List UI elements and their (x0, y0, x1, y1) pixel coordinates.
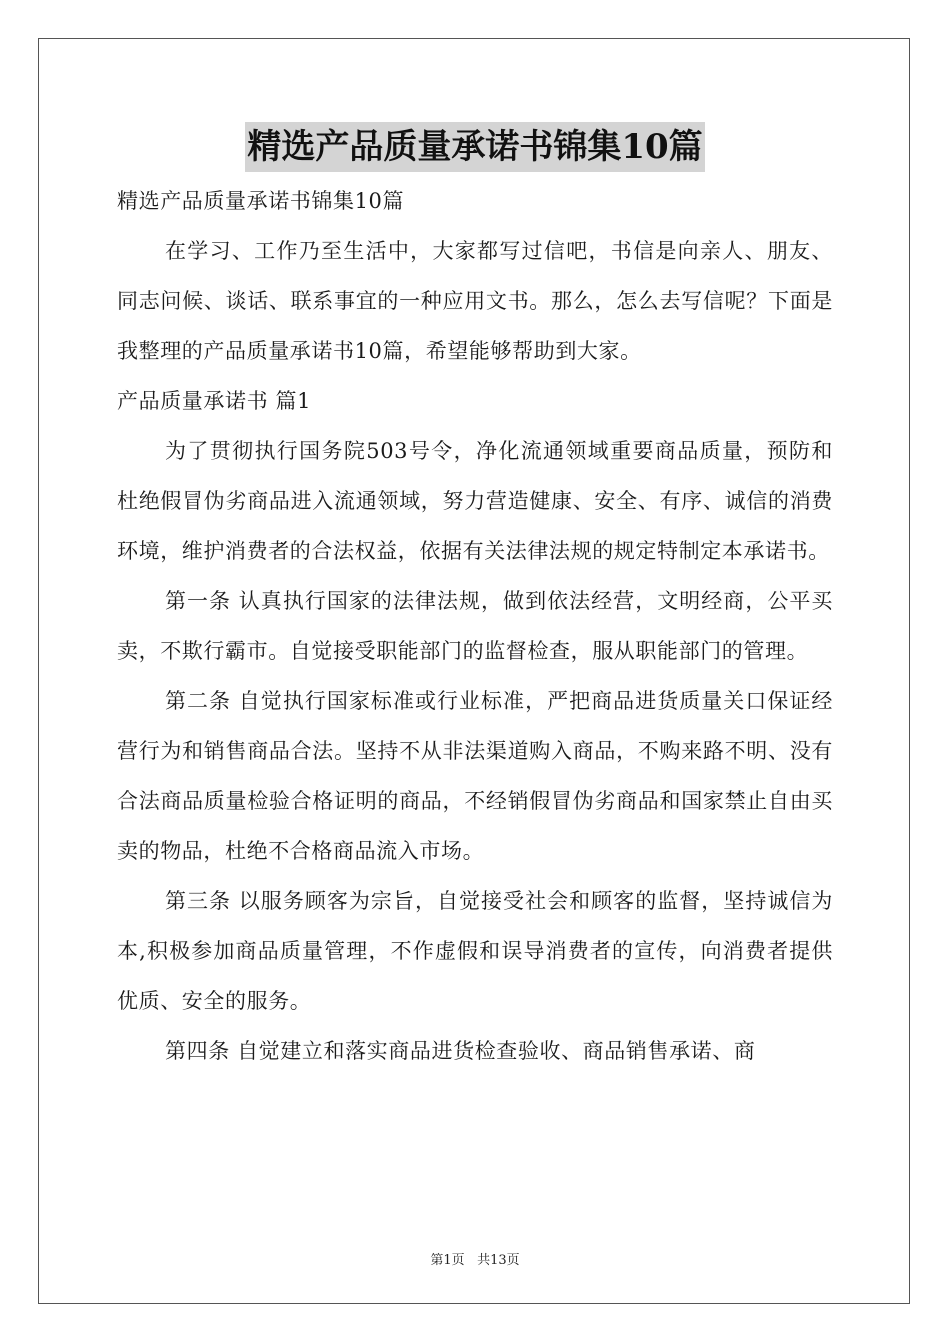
section-heading: 产品质量承诺书 篇1 (117, 389, 312, 413)
paragraph-article-2: 第二条 自觉执行国家标准或行业标准，严把商品进货质量关口保证经营行为和销售商品合法。坚持不从非法渠道购入商品，不购来路不明、没有合法商品质量检验合格证明的商品，不经销假冒伪劣商品和国家禁止自由买卖的物品，杜绝不合格商品流入市场。 (117, 689, 833, 863)
document-title: 精选产品质量承诺书锦集10篇 (245, 122, 704, 172)
document-body (117, 176, 833, 1076)
page-number: 第1页 (430, 1253, 465, 1268)
paragraph-preamble: 为了贯彻执行国务院503号令，净化流通领域重要商品质量，预防和杜绝假冒伪劣商品进入流通领域，努力营造健康、安全、有序、诚信的消费环境，维护消费者的合法权益，依据有关法律法规的规定特制定本承诺书。 (117, 439, 833, 563)
paragraph-article-1: 第一条 认真执行国家的法律法规，做到依法经营，文明经商，公平买卖，不欺行霸市。自觉接受职能部门的监督检查，服从职能部门的管理。 (117, 589, 833, 663)
title-block (0, 122, 950, 172)
paragraph-article-4: 第四条 自觉建立和落实商品进货检查验收、商品销售承诺、商 (165, 1039, 756, 1063)
intro-paragraph: 在学习、工作乃至生活中，大家都写过信吧，书信是向亲人、朋友、同志问候、谈话、联系事宜的一种应用文书。那么，怎么去写信呢？下面是我整理的产品质量承诺书10篇，希望能够帮助到大家。 (117, 239, 833, 363)
page-total: 共13页 (477, 1253, 520, 1268)
paragraph-article-3: 第三条 以服务顾客为宗旨，自觉接受社会和顾客的监督，坚持诚信为本,积极参加商品质量管理，不作虚假和误导消费者的宣传，向消费者提供优质、安全的服务。 (117, 889, 833, 1013)
document-subtitle: 精选产品质量承诺书锦集10篇 (117, 189, 405, 213)
page-footer (0, 1249, 950, 1268)
